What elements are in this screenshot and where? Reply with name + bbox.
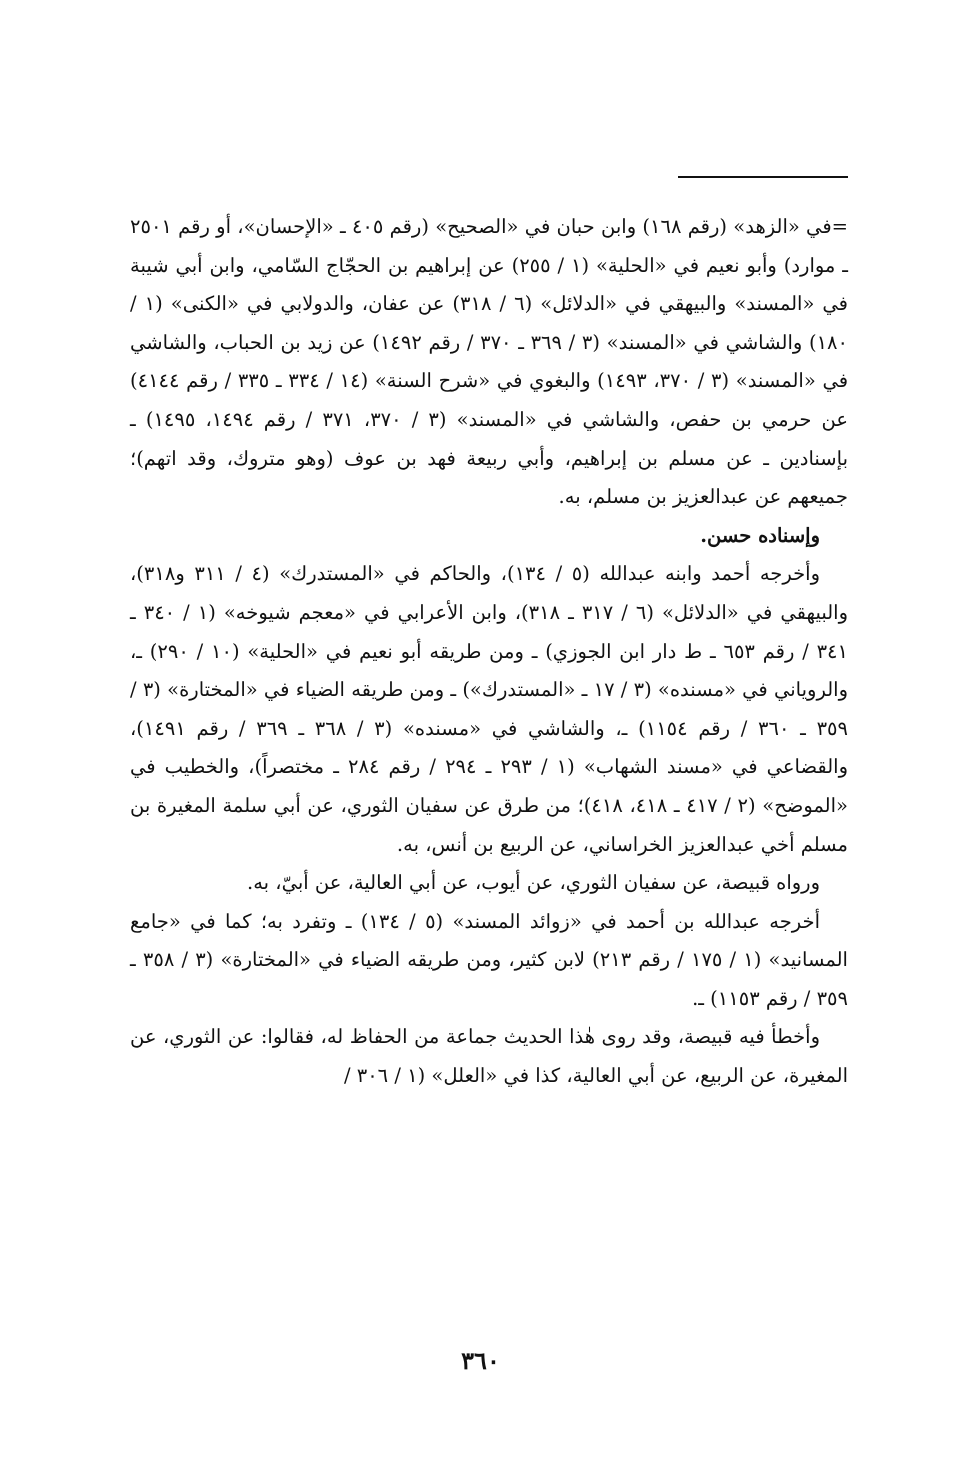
footnote-paragraph-error: وأخطأ فيه قبيصة، وقد روى هٰذا الحديث جماعة من الحفاظ له، فقالوا: عن الثوري، عن المغيرة، عن الربيع، عن أبي العالية، كذا في «العلل» (١ / ٣٠٦ / — [130, 1025, 848, 1088]
footnote-paragraph-qabisa: ورواه قبيصة، عن سفيان الثوري، عن أيوب، عن أبي العالية، عن أبيّ، به. — [247, 871, 820, 895]
footnote-text-block — [130, 208, 848, 1096]
page-number: ٣٦٠ — [461, 1346, 500, 1375]
footnote-separator-rule — [678, 176, 848, 178]
footnote-paragraph-ahmad: وأخرجه أحمد وابنه عبدالله (٥ / ١٣٤)، والحاكم في «المستدرك» (٤ / ٣١١ و٣١٨)، والبيهقي في «الدلائل» (٦ / ٣١٧ ـ ٣١٨)، وابن الأعرابي في «معجم شيوخه» (١ / ٣٤٠ ـ ٣٤١ / رقم ٦٥٣ ـ ط دار ابن الجوزي) ـ ومن طريقه أبو نعيم في «الحلية» (١٠ / ٢٩٠) ـ، والروياني في «مسنده» (٣ / ١٧ ـ «المستدرك») ـ ومن طريقه الضياء في «المختارة» (٣ / ٣٥٩ ـ ٣٦٠ / رقم ١١٥٤) ـ، والشاشي في «مسنده» (٣ / ٣٦٨ ـ ٣٦٩ / رقم ١٤٩١)، والقضاعي في «مسند الشهاب» (١ / ٢٩٣ ـ ٢٩٤ / رقم ٢٨٤ ـ مختصراً)، والخطيب في «الموضح» (٢ / ٤١٧ ـ ٤١٨، ٤١٨)؛ من طرق عن سفيان الثوري، عن أبي سلمة المغيرة بن مسلم أخي عبدالعزيز الخراساني، عن الربيع بن أنس، به. — [130, 562, 848, 856]
footnote-paragraph-abdullah: أخرجه عبدالله بن أحمد في «زوائد المسند» (٥ / ١٣٤) ـ وتفرد به؛ كما في «جامع المسانيد» (١ / ١٧٥ / رقم ٢١٣) لابن كثير، ومن طريقه الضياء في «المختارة» (٣ / ٣٥٨ ـ ٣٥٩ / رقم ١١٥٣) ـ. — [130, 909, 848, 1010]
footnote-paragraph-isnad-grade: وإسناده حسن. — [700, 523, 820, 547]
footnote-paragraph-sources: =في «الزهد» (رقم ١٦٨) وابن حبان في «الصحيح» (رقم ٤٠٥ ـ «الإحسان»، أو رقم ٢٥٠١ ـ موارد) وأبو نعيم في «الحلية» (١ / ٢٥٥) عن إبراهيم بن الحجّاج السّامي، وابن أبي شيبة في «المسند» والبيهقي في «الدلائل» (٦ / ٣١٨) عن عفان، والدولابي في «الكنى» (١ / ١٨٠) والشاشي في «المسند» (٣ / ٣٦٩ ـ ٣٧٠ / رقم ١٤٩٢) عن زيد بن الحباب، والشاشي في «المسند» (٣ / ٣٧٠، ١٤٩٣) والبغوي في «شرح السنة» (١٤ / ٣٣٤ ـ ٣٣٥ / رقم ٤١٤٤) عن حرمي بن حفص، والشاشي في «المسند» (٣ / ٣٧٠، ٣٧١ / رقم ١٤٩٤، ١٤٩٥) ـ بإسنادين ـ عن مسلم بن إبراهيم، وأبي ربيعة فهد بن عوف (وهو متروك، وقد اتهم)؛ جميعهم عن عبدالعزيز بن مسلم، به. — [130, 215, 849, 509]
